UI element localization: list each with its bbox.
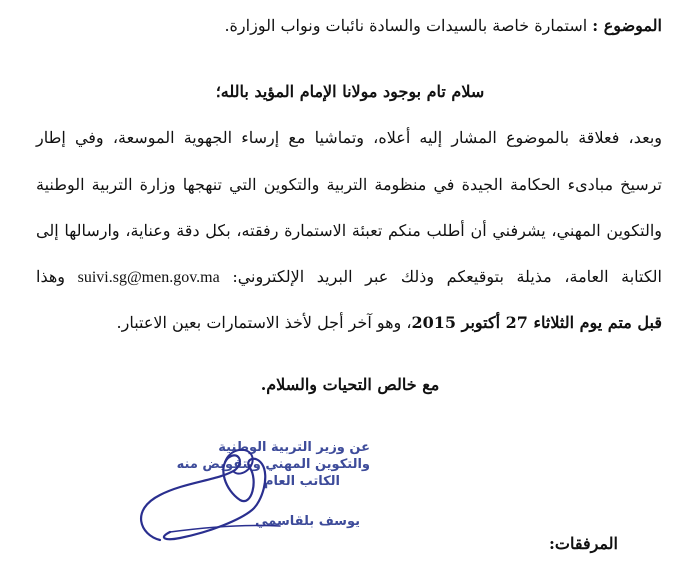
closing: مع خالص التحيات والسلام. — [260, 375, 440, 394]
deadline: قبل متم يوم الثلاثاء 27 أكتوبر 2015 — [411, 313, 662, 332]
body-line-1: وبعد، فعلاقة بالموضوع المشار إليه أعلاه، وتماشيا مع إرساء الجهوية الموسعة، وفي إطار — [36, 128, 662, 147]
body-line-3: والتكوين المهني، يشرفني أن أطلب منكم تعبئة الاستمارة رفقته، بكل دقة وعناية، وارسالها إلى — [36, 221, 662, 240]
body-line-4-text: الكتابة العامة، مذيلة بتوقيعكم وذلك عبر البريد الإلكتروني: — [232, 267, 663, 286]
body-line-4 — [36, 265, 662, 290]
email-address: suivi.sg@men.gov.ma — [77, 269, 220, 286]
body-line-2: ترسيخ مبادىء الحكامة الجيدة في منظومة التربية والتكوين التي تنهجها وزارة التربية الوطنية — [36, 175, 662, 194]
subject-text: استمارة خاصة بالسيدات والسادة نائبات ونواب الوزارة. — [224, 16, 588, 35]
greeting: سلام تام بوجود مولانا الإمام المؤيد بالله؛ — [215, 82, 485, 101]
stamp-line-1: عن وزير التربية الوطنية — [218, 440, 370, 455]
subject-line — [22, 14, 662, 38]
stamp-line-3: الكاتب العام — [263, 474, 340, 489]
body-line-4-end: وهذا — [36, 267, 66, 286]
subject-label: الموضوع : — [592, 16, 662, 35]
stamp-name: يوسف بلقاسمي — [255, 514, 360, 529]
official-stamp — [130, 440, 370, 540]
body-line-5-rest: ، وهو آخر أجل لأخذ الاستمارات بعين الاعتبار. — [116, 313, 412, 332]
stamp-line-2: والتكوين المهني وبتفويض منه — [176, 457, 370, 472]
attachments-label: المرفقات: — [549, 534, 618, 553]
body-line-5 — [36, 311, 662, 335]
